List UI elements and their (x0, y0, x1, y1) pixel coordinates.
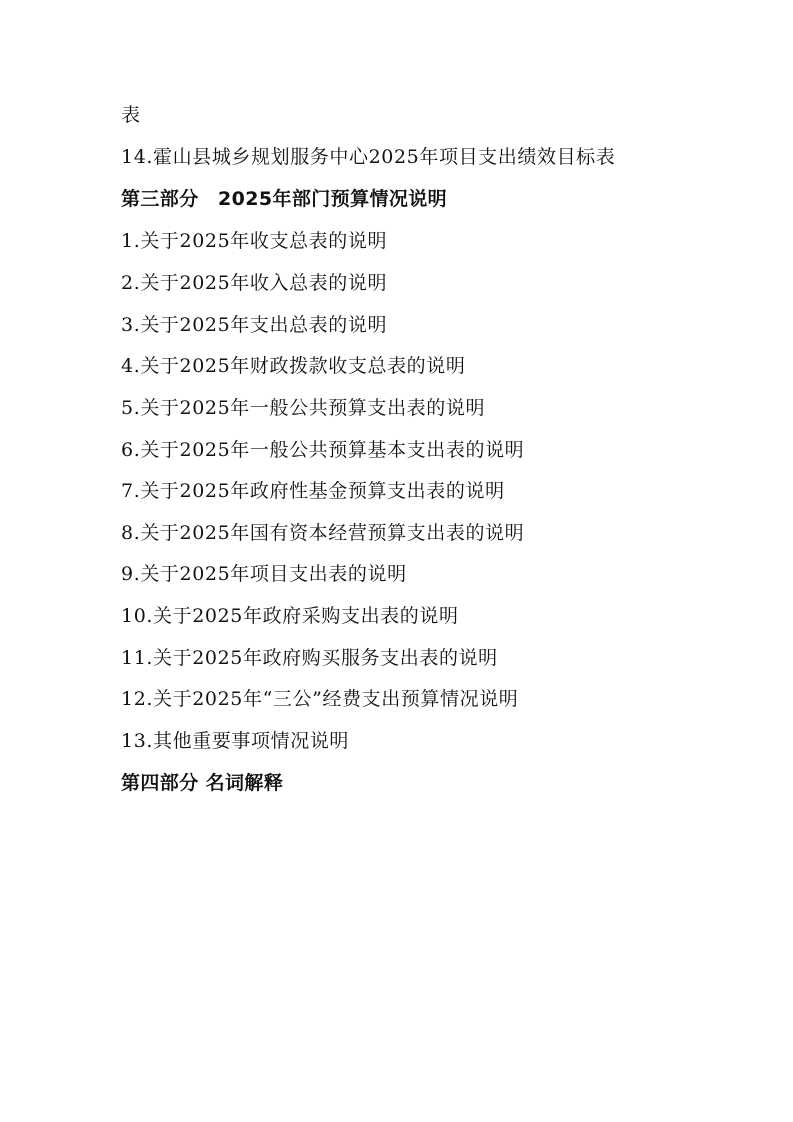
toc-item: 11.关于2025年政府购买服务支出表的说明 (121, 647, 498, 669)
part3-heading: 第三部分 2025年部门预算情况说明 (121, 188, 448, 210)
toc-item: 4.关于2025年财政拨款收支总表的说明 (121, 355, 466, 377)
toc-continuation-text: 表 (121, 104, 141, 126)
toc-item: 3.关于2025年支出总表的说明 (121, 314, 388, 336)
toc-item: 2.关于2025年收入总表的说明 (121, 272, 388, 294)
toc-item: 5.关于2025年一般公共预算支出表的说明 (121, 397, 486, 419)
toc-item: 9.关于2025年项目支出表的说明 (121, 563, 407, 585)
toc-item-14: 14.霍山县城乡规划服务中心2025年项目支出绩效目标表 (121, 146, 616, 168)
toc-item: 7.关于2025年政府性基金预算支出表的说明 (121, 480, 505, 502)
toc-item: 13.其他重要事项情况说明 (121, 730, 350, 752)
part4-heading: 第四部分 名词解释 (121, 772, 284, 794)
toc-item: 12.关于2025年“三公”经费支出预算情况说明 (121, 688, 519, 710)
toc-item: 6.关于2025年一般公共预算基本支出表的说明 (121, 439, 525, 461)
toc-item: 10.关于2025年政府采购支出表的说明 (121, 605, 459, 627)
toc-item: 1.关于2025年收支总表的说明 (121, 230, 388, 252)
toc-item: 8.关于2025年国有资本经营预算支出表的说明 (121, 522, 525, 544)
